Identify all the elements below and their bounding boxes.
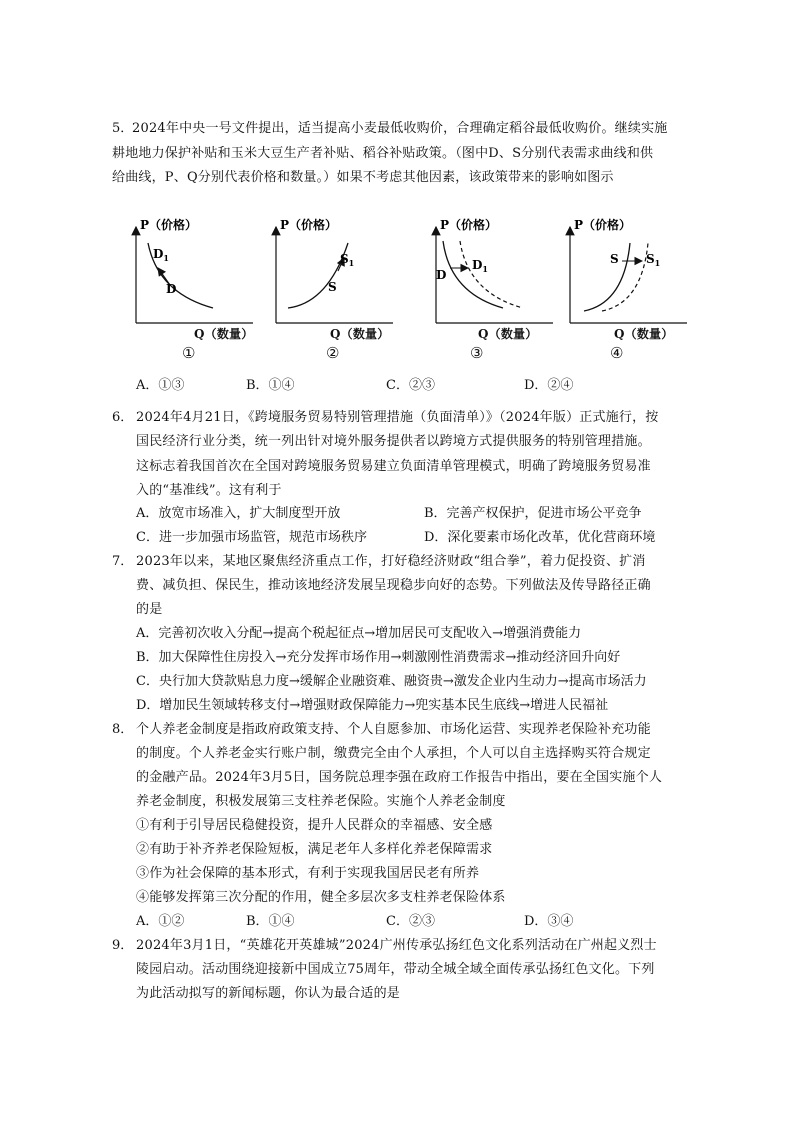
curve-label-s: S [610, 252, 619, 266]
q8-line: 的制度。个人养老金实行账户制，缴费完全由个人承担，个人可以自主选择购买符合规定 [136, 746, 651, 761]
q8-item: ④能够发挥第三次分配的作用，健全多层次多支柱养老保险体系 [136, 890, 506, 905]
curve-label-s1: $S_1$ [340, 252, 355, 268]
x-axis-label: Q（数量） [614, 327, 674, 341]
curve-label-s1: $S_1$ [646, 252, 661, 268]
q7-option-c[interactable]: C．央行加大贷款贴息力度→缓解企业融资难、融资贵→激发企业内生动力→提高市场活力 [136, 674, 647, 689]
x-axis-label: Q（数量） [478, 327, 538, 341]
curve-label-d: D [436, 268, 447, 282]
q8-item: ①有利于引导居民稳健投资，提升人民群众的幸福感、安全感 [136, 818, 493, 833]
q7-option-d[interactable]: D．增加民生领域转移支付→增强财政保障能力→兜实基本民生底线→增进人民福祉 [136, 698, 609, 713]
curve-label-d1: $D_1$ [153, 247, 169, 263]
q8-number: 8． [112, 722, 134, 737]
q6-number: 6． [112, 410, 134, 425]
q8-item: ③作为社会保障的基本形式，有利于实现我国居民老有所养 [136, 866, 480, 881]
q6-line: 这标志着我国首次在全国对跨境服务贸易建立负面清单管理模式，明确了跨境服务贸易准 [136, 459, 651, 474]
supply-curve [288, 243, 348, 308]
q5-line: 给曲线，P、Q分别代表价格和数量。）如果不考虑其他因素，该政策带来的影响如图示 [112, 170, 614, 185]
q9-line: 陵园启动。活动围绕迎接新中国成立75周年，带动全城全域全面传承弘扬红色文化。下列 [136, 962, 655, 977]
q9-line: 2024年3月1日，“英雄花开英雄城”2024广州传承弘扬红色文化系列活动在广州起义烈士 [136, 938, 657, 953]
y-axis-label: P（价格） [440, 218, 498, 232]
q5-line: 耕地地力保护补贴和玉米大豆生产者补贴、稻谷补贴政策。（图中D、S分别代表需求曲线和供 [112, 146, 654, 161]
q6-line: 国民经济行业分类，统一列出针对境外服务提供者以跨境方式提供服务的特别管理措施。 [136, 434, 651, 449]
q7-option-b[interactable]: B．加大保障性住房投入→充分发挥市场作用→刺激刚性消费需求→推动经济回升向好 [136, 650, 621, 665]
q7-line: 2023年以来，某地区聚焦经济重点工作，打好稳经济财政“组合拳”，着力促投资、扩消 [136, 554, 646, 569]
q8-option-a[interactable]: A．①② [136, 914, 185, 929]
q6-option-b[interactable]: B．完善产权保护，促进市场公平竞争 [424, 506, 642, 521]
q6-line: 入的“基准线”。这有利于 [136, 483, 282, 498]
q6-option-a[interactable]: A．放宽市场准入，扩大制度型开放 [136, 506, 341, 521]
curve-label-s: S [328, 280, 337, 294]
graph-3-label: ③ [470, 344, 484, 362]
q6-option-d[interactable]: D．深化要素市场化改革，优化营商环境 [424, 530, 656, 545]
q7-line: 的是 [136, 602, 163, 617]
q8-option-d[interactable]: D．③④ [524, 914, 574, 929]
x-axis-label: Q（数量） [330, 327, 390, 341]
graph-4-label: ④ [610, 344, 624, 362]
q5-option-c[interactable]: C．②③ [386, 378, 435, 393]
demand-curve-shifted [460, 241, 523, 308]
curve-label-d1: $D_1$ [472, 258, 488, 274]
q5-option-a[interactable]: A．①③ [136, 378, 185, 393]
q6-option-c[interactable]: C．进一步加强市场监管，规范市场秩序 [136, 530, 367, 545]
q7-option-a[interactable]: A．完善初次收入分配→提高个税起征点→增加居民可支配收入→增强消费能力 [136, 626, 582, 641]
q7-number: 7． [112, 554, 134, 569]
q9-line: 为此活动拟写的新闻标题，你认为最合适的是 [136, 986, 401, 1001]
q5-option-d[interactable]: D．②④ [524, 378, 574, 393]
q8-line: 的金融产品。2024年3月5日，国务院总理李强在政府工作报告中指出，要在全国实施个人 [136, 770, 663, 785]
q5-line: 2024年中央一号文件提出，适当提高小麦最低收购价，合理确定稻谷最低收购价。继续实施 [132, 121, 668, 136]
graph-1-label: ① [182, 344, 196, 362]
q7-line: 费、减负担、保民生，推动该地经济发展呈现稳步向好的态势。下列做法及传导路径正确 [136, 578, 651, 593]
q8-line: 养老金制度，积极发展第三支柱养老保险。实施个人养老金制度 [136, 794, 506, 809]
q8-option-b[interactable]: B．①④ [246, 914, 295, 929]
q5-number: 5． [112, 121, 134, 136]
graph-4 [562, 213, 692, 338]
q6-line: 2024年4月21日，《跨境服务贸易特别管理措施（负面清单）》（2024年版）正式施行，按 [136, 410, 659, 425]
q5-option-b[interactable]: B．①④ [246, 378, 295, 393]
graph-2 [268, 213, 398, 338]
q8-item: ②有助于补齐养老保险短板，满足老年人多样化养老保障需求 [136, 842, 493, 857]
y-axis-label: P（价格） [574, 218, 632, 232]
graph-2-label: ② [326, 344, 340, 362]
q8-line: 个人养老金制度是指政府政策支持、个人自愿参加、市场化运营、实现养老保险补充功能 [136, 722, 651, 737]
curve-label-d: D [166, 282, 177, 296]
graph-1 [128, 213, 258, 338]
y-axis-label: P（价格） [140, 218, 198, 232]
y-axis-label: P（价格） [280, 218, 338, 232]
q8-option-c[interactable]: C．②③ [386, 914, 435, 929]
supply-curve-shifted [602, 243, 648, 311]
graph-3 [428, 213, 558, 338]
x-axis-label: Q（数量） [194, 327, 254, 341]
q9-number: 9． [112, 938, 134, 953]
